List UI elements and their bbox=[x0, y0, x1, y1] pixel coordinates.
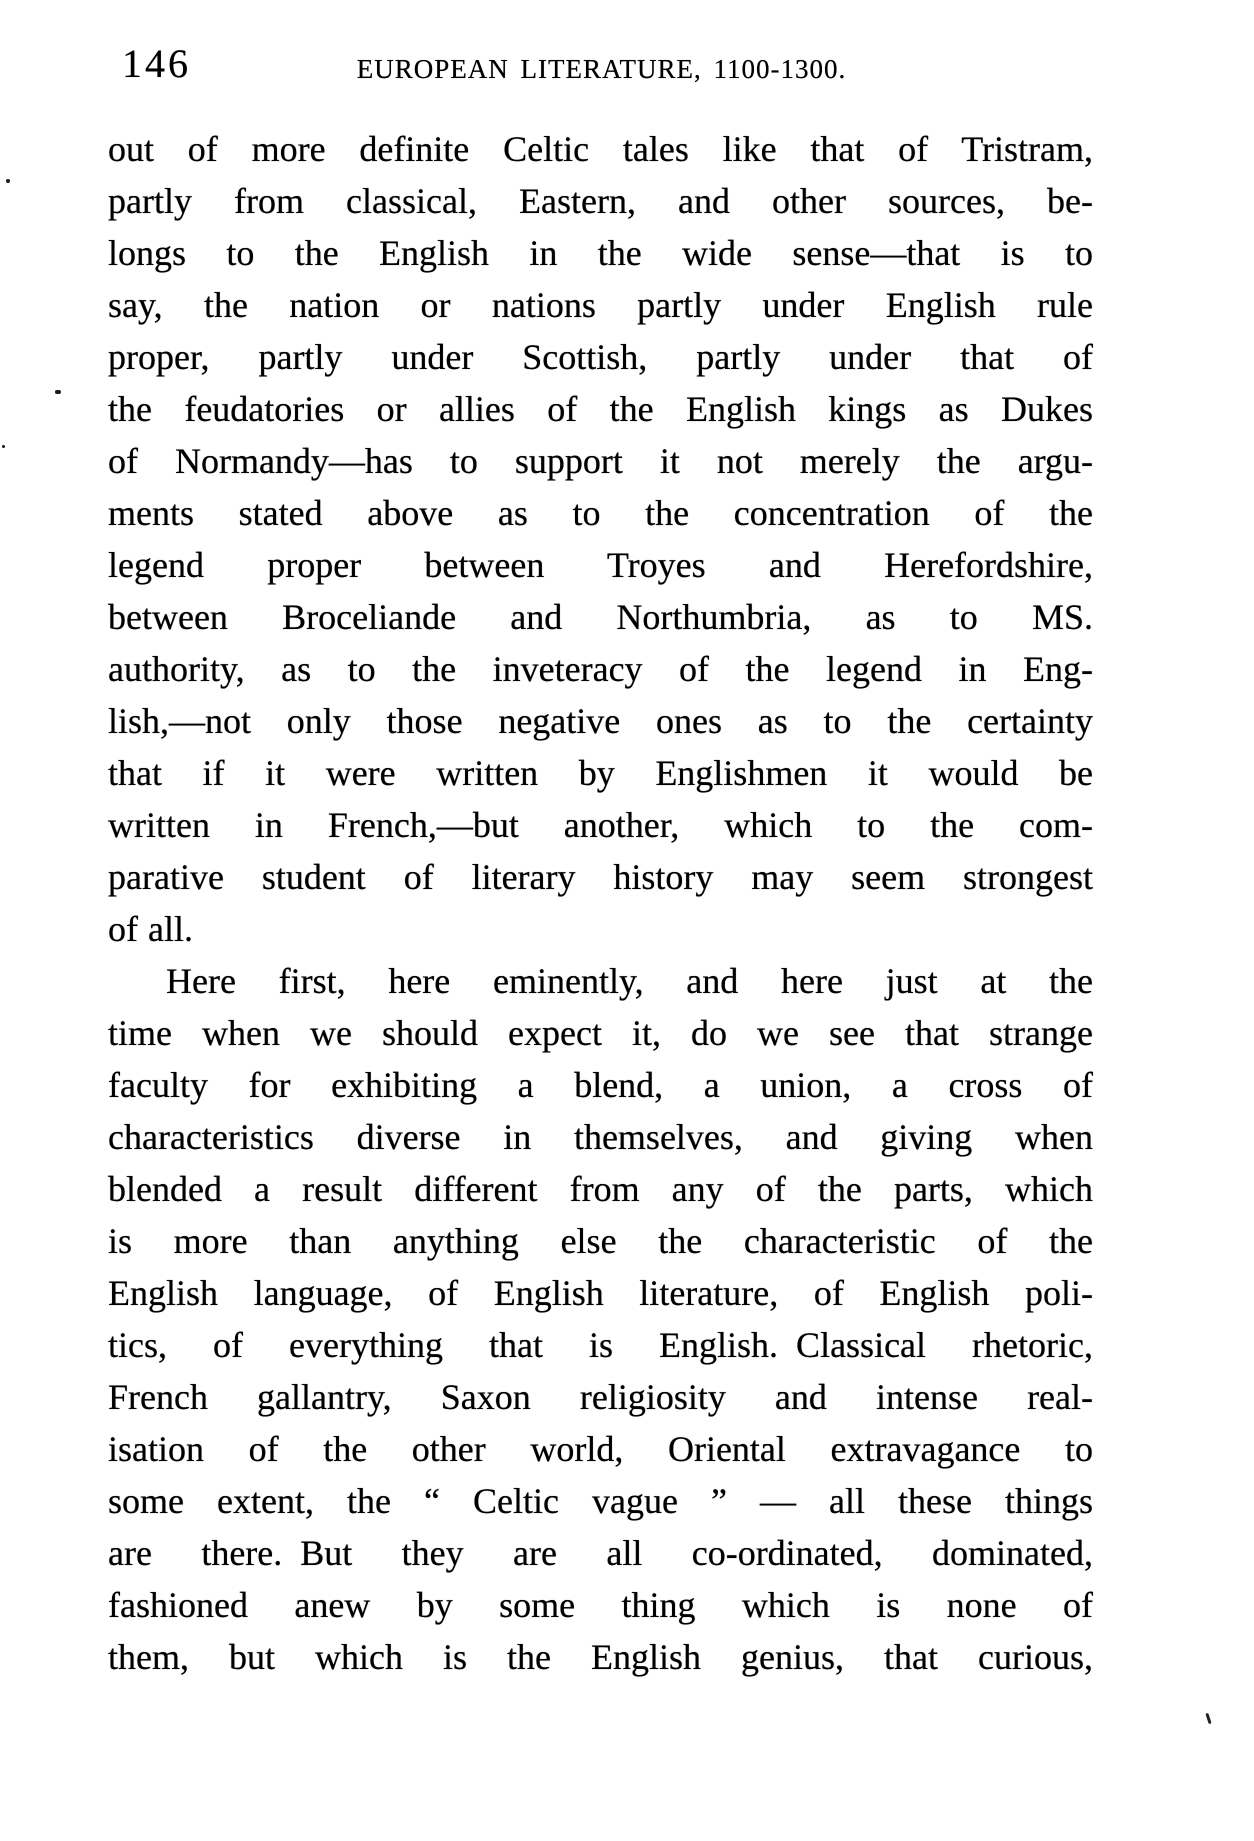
text-line: ments stated above as to the concentration of the bbox=[108, 493, 1093, 533]
scan-speck bbox=[2, 445, 5, 448]
text-line: that if it were written by Englishmen it would be bbox=[108, 753, 1093, 793]
text-line: blended a result different from any of the parts, which bbox=[108, 1169, 1093, 1209]
text-line: written in French,—but another, which to the com- bbox=[108, 805, 1093, 845]
text-line: some extent, the “ Celtic vague ” — all these things bbox=[108, 1481, 1093, 1521]
text-line: say, the nation or nations partly under English rule bbox=[108, 285, 1093, 325]
text-block bbox=[108, 123, 1093, 1683]
text-line: Here first, here eminently, and here just at the bbox=[166, 961, 1093, 1001]
text-line: is more than anything else the characteristic of the bbox=[108, 1221, 1093, 1261]
text-line: time when we should expect it, do we see that strange bbox=[108, 1013, 1093, 1053]
scan-speck bbox=[6, 179, 10, 183]
text-line: out of more definite Celtic tales like that of Tristram, bbox=[108, 129, 1093, 169]
text-line: proper, partly under Scottish, partly under that of bbox=[108, 337, 1093, 377]
scan-speck bbox=[55, 390, 61, 394]
text-line: French gallantry, Saxon religiosity and intense real- bbox=[108, 1377, 1093, 1417]
text-line: the feudatories or allies of the English kings as Dukes bbox=[108, 389, 1093, 429]
text-line: longs to the English in the wide sense—that is to bbox=[108, 233, 1093, 273]
text-line: partly from classical, Eastern, and other sources, be- bbox=[108, 181, 1093, 221]
text-line: them, but which is the English genius, that curious, bbox=[108, 1637, 1093, 1677]
text-line: tics, of everything that is English. Classical rhetoric, bbox=[108, 1325, 1093, 1365]
text-line: are there. But they are all co-ordinated, dominated, bbox=[108, 1533, 1093, 1573]
text-line: English language, of English literature, of English poli- bbox=[108, 1273, 1093, 1313]
text-line: parative student of literary history may seem strongest bbox=[108, 857, 1093, 897]
text-line: faculty for exhibiting a blend, a union, a cross of bbox=[108, 1065, 1093, 1105]
scan-tick-mark bbox=[1205, 1713, 1211, 1724]
running-header-title: EUROPEAN LITERATURE, 1100-1300. bbox=[356, 54, 847, 84]
text-line: legend proper between Troyes and Herefordshire, bbox=[108, 545, 1093, 585]
page-number: 146 bbox=[122, 41, 191, 86]
text-line: between Broceliande and Northumbria, as to MS. bbox=[108, 597, 1093, 637]
text-line: authority, as to the inveteracy of the legend in Eng- bbox=[108, 649, 1093, 689]
text-line: fashioned anew by some thing which is none of bbox=[108, 1585, 1093, 1625]
text-line: of all. bbox=[108, 909, 193, 949]
text-line: lish,—not only those negative ones as to the certainty bbox=[108, 701, 1093, 741]
text-line: characteristics diverse in themselves, and giving when bbox=[108, 1117, 1093, 1157]
text-line: of Normandy—has to support it not merely the argu- bbox=[108, 441, 1093, 481]
text-line: isation of the other world, Oriental extravagance to bbox=[108, 1429, 1093, 1469]
